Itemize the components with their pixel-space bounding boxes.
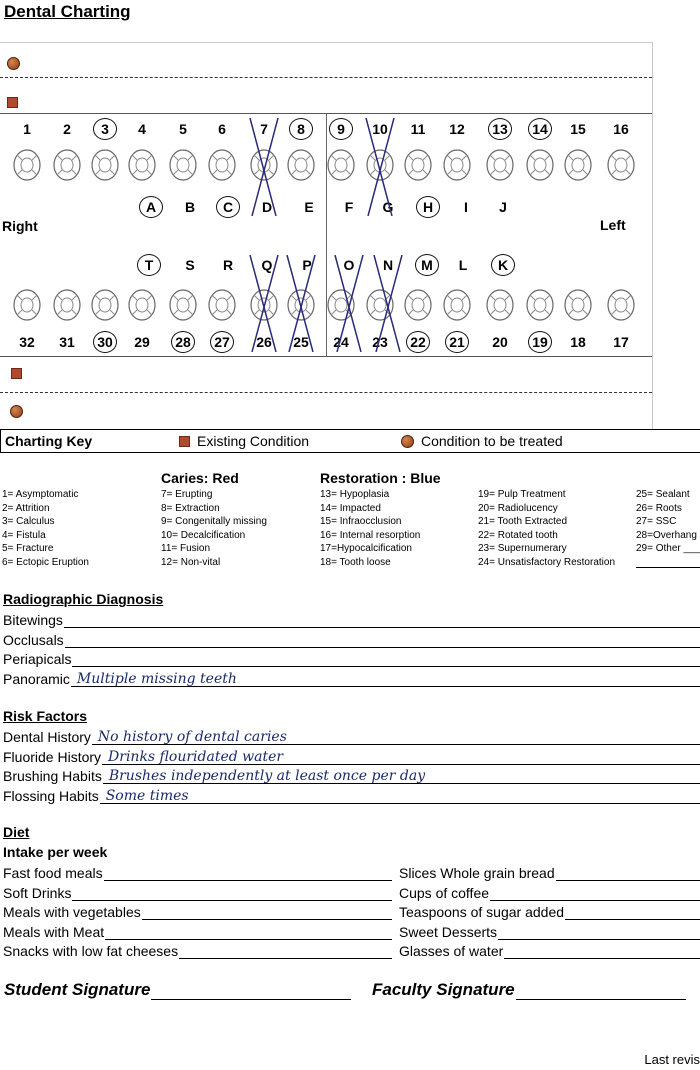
tooth-number-12: 12 [449, 121, 465, 137]
radiographic-row [3, 630, 700, 648]
diet-row-label: Sweet Desserts [399, 923, 498, 940]
cross-mark [244, 118, 284, 216]
legend-entry: 25= Sealant [636, 489, 690, 500]
restoration-heading: Restoration : Blue [320, 470, 441, 486]
tooth-number-31: 31 [59, 334, 75, 350]
existing-condition-label: Existing Condition [197, 433, 310, 449]
cross-mark [368, 255, 408, 352]
legend-entry: 2= Attrition [2, 502, 50, 514]
diet-row-label: Slices Whole grain bread [399, 865, 555, 881]
tooth-number-24: 24 [333, 334, 349, 350]
diet-row [3, 941, 392, 959]
tooth-letter-g: G [382, 199, 394, 215]
circle-mark [139, 196, 163, 218]
diet-row-label: Meals with Meat [3, 923, 105, 940]
tooth-number-25: 25 [293, 334, 309, 350]
tooth-number-27: 27 [214, 334, 230, 350]
risk-row-input[interactable] [102, 750, 700, 765]
cross-mark [360, 118, 400, 216]
tooth-letter-s: S [185, 257, 195, 273]
tooth-number-2: 2 [63, 121, 71, 137]
legend-entry: 9= Congenitally missing [161, 516, 267, 528]
radiographic-row-input[interactable] [64, 613, 700, 628]
risk-row [3, 727, 700, 745]
diet-row-input[interactable] [565, 905, 700, 920]
legend-entry: 8= Extraction [161, 502, 220, 514]
tooth-letter-f: F [344, 199, 354, 215]
legend-entry: 4= Fistula [2, 529, 46, 541]
risk-row [3, 786, 700, 804]
diet-row [399, 883, 700, 901]
radiographic-row-label: Bitewings [3, 612, 63, 628]
faculty-signature-field[interactable] [372, 980, 686, 1000]
diet-heading: Diet [3, 824, 30, 840]
radiographic-row-value: Multiple missing teeth [76, 670, 237, 687]
tooth-diagram-icon [606, 288, 636, 322]
tooth-letter-i: I [464, 199, 468, 215]
tooth-letter-r: R [222, 257, 234, 273]
circle-mark [210, 331, 234, 353]
legend-entry: 15= Infraocclusion [320, 516, 402, 528]
tooth-number-16: 16 [613, 121, 629, 137]
tooth-number-5: 5 [179, 121, 187, 137]
tooth-diagram-icon [286, 148, 316, 182]
radiographic-row-input[interactable] [65, 633, 700, 648]
radiographic-row-input[interactable] [71, 672, 700, 687]
legend-entry: 18= Tooth loose [320, 556, 391, 568]
diet-row-input[interactable] [556, 866, 700, 881]
tooth-diagram-icon [168, 288, 198, 322]
page-title: Dental Charting [4, 2, 131, 21]
caries-heading: Caries: Red [161, 470, 239, 486]
existing-condition-icon [179, 436, 190, 447]
diet-row-input[interactable] [105, 925, 392, 940]
tooth-diagram-icon [563, 148, 593, 182]
legend-other-line [636, 567, 700, 568]
legend-column-5 [636, 488, 700, 556]
legend-entry: 17=Hypocalcification [320, 543, 412, 555]
tooth-number-32: 32 [19, 334, 35, 350]
circle-mark [93, 118, 117, 140]
circle-mark [171, 331, 195, 353]
tooth-letter-h: H [422, 199, 434, 215]
diet-row-label: Soft Drinks [3, 884, 72, 901]
tooth-diagram-icon [52, 148, 82, 182]
tooth-number-26: 26 [256, 334, 272, 350]
diet-row [399, 863, 700, 881]
legend-entry: 13= Hypoplasia [320, 489, 390, 500]
circle-mark [329, 118, 353, 140]
footer-revision-note: Last revis [644, 1052, 700, 1067]
tooth-diagram-icon [52, 288, 82, 322]
tooth-letter-j: J [499, 199, 507, 215]
circle-mark [491, 254, 515, 276]
diet-row [399, 902, 700, 920]
tooth-number-3: 3 [101, 121, 109, 137]
tooth-number-14: 14 [532, 121, 548, 137]
tooth-letter-e: E [304, 199, 314, 215]
tooth-diagram-icon [563, 288, 593, 322]
tooth-diagram-icon [207, 148, 237, 182]
tooth-number-1: 1 [23, 121, 31, 137]
diet-row-label: Teaspoons of sugar added [399, 904, 565, 920]
student-signature-label: Student Signature [4, 980, 151, 999]
diet-row [3, 922, 392, 940]
tooth-number-13: 13 [492, 121, 508, 137]
existing-condition-marker-icon [7, 97, 18, 108]
legend-entry: 7= Erupting [161, 489, 213, 500]
circle-mark [137, 254, 161, 276]
radiographic-row [3, 649, 700, 667]
tooth-number-10: 10 [372, 121, 388, 137]
legend-entry: 26= Roots [636, 502, 682, 514]
legend-column-1 [2, 488, 89, 570]
legend-column-4 [478, 488, 615, 570]
diet-row-input[interactable] [504, 944, 700, 959]
tooth-diagram-icon [12, 148, 42, 182]
tooth-letter-m: M [421, 257, 433, 273]
risk-row [3, 747, 700, 765]
risk-row-value: Drinks flouridated water [108, 748, 284, 765]
condition-to-treat-icon [401, 435, 414, 448]
tooth-number-22: 22 [410, 334, 426, 350]
legend-entry: 6= Ectopic Eruption [2, 556, 89, 568]
legend-entry: 1= Asymptomatic [2, 489, 79, 500]
radiographic-row-input[interactable] [72, 652, 700, 667]
charting-key-title: Charting Key [5, 433, 93, 449]
legend-entry: 21= Tooth Extracted [478, 516, 568, 528]
diet-row [399, 922, 700, 940]
risk-row [3, 766, 700, 784]
dashed-divider [0, 77, 652, 78]
legend-entry: 12= Non-vital [161, 556, 221, 568]
tooth-diagram-icon [90, 148, 120, 182]
radiographic-row [3, 669, 700, 687]
tooth-diagram-icon [442, 288, 472, 322]
circle-mark [406, 331, 430, 353]
diet-row [399, 941, 700, 959]
circle-mark [289, 118, 313, 140]
right-side-label: Right [2, 218, 38, 234]
diet-row-label: Fast food meals [3, 865, 103, 881]
student-signature-field[interactable] [4, 980, 351, 1000]
diet-row-input[interactable] [104, 866, 392, 881]
student-signature-line[interactable] [151, 983, 351, 1000]
legend-column-2 [161, 488, 267, 570]
tooth-number-21: 21 [449, 334, 465, 350]
risk-row-input[interactable] [100, 789, 700, 804]
lower-divider [0, 356, 652, 357]
diet-subheading: Intake per week [3, 844, 108, 860]
tooth-number-30: 30 [97, 334, 113, 350]
tooth-letter-p: P [302, 257, 312, 273]
legend-entry: 27= SSC [636, 516, 677, 528]
legend-entry: 23= Supernumerary [478, 543, 567, 555]
diet-row-label: Glasses of water [399, 943, 504, 959]
legend-entry: 20= Radiolucency [478, 502, 558, 514]
tooth-diagram-icon [606, 148, 636, 182]
tooth-number-19: 19 [532, 334, 548, 350]
legend-entry: 16= Internal resorption [320, 529, 421, 541]
diet-row-input[interactable] [490, 886, 700, 901]
tooth-number-18: 18 [570, 334, 586, 350]
tooth-number-20: 20 [492, 334, 508, 350]
tooth-diagram-icon [207, 288, 237, 322]
circle-mark [488, 118, 512, 140]
tooth-number-28: 28 [175, 334, 191, 350]
tooth-letter-a: A [145, 199, 157, 215]
legend-entry: 10= Decalcification [161, 529, 246, 541]
tooth-number-23: 23 [372, 334, 388, 350]
tooth-number-17: 17 [613, 334, 629, 350]
legend-entry: 11= Fusion [161, 543, 211, 555]
charting-key [0, 429, 700, 453]
tooth-letter-b: B [184, 199, 196, 215]
tooth-letter-k: K [497, 257, 509, 273]
tooth-number-29: 29 [134, 334, 150, 350]
diet-row [3, 883, 392, 901]
diet-row-input[interactable] [179, 944, 392, 959]
tooth-diagram-icon [485, 148, 515, 182]
legend-entry: 19= Pulp Treatment [478, 489, 566, 500]
tooth-letter-c: C [222, 199, 234, 215]
faculty-signature-label: Faculty Signature [372, 980, 515, 999]
condition-to-treat-marker-icon [7, 57, 20, 70]
radiographic-row-label: Occlusals [3, 631, 64, 648]
circle-mark [415, 254, 439, 276]
tooth-diagram-icon [485, 288, 515, 322]
tooth-chart [0, 42, 653, 430]
tooth-letter-d: D [261, 199, 273, 215]
condition-to-treat-marker-icon [10, 405, 23, 418]
tooth-number-6: 6 [218, 121, 226, 137]
tooth-diagram-icon [12, 288, 42, 322]
diet-row-input[interactable] [142, 905, 392, 920]
circle-mark [528, 331, 552, 353]
tooth-number-8: 8 [297, 121, 305, 137]
dashed-divider [0, 392, 652, 393]
tooth-number-15: 15 [570, 121, 586, 137]
diet-row [3, 863, 392, 881]
tooth-diagram-icon [326, 148, 356, 182]
circle-mark [528, 118, 552, 140]
diet-row-label: Cups of coffee [399, 884, 490, 901]
legend-entry: 3= Calculus [2, 516, 55, 528]
legend-column-3 [320, 488, 420, 570]
tooth-letter-n: N [382, 257, 394, 273]
risk-row-label: Flossing Habits [3, 787, 99, 804]
diet-row [3, 902, 392, 920]
tooth-diagram-icon [127, 148, 157, 182]
circle-mark [416, 196, 440, 218]
circle-mark [445, 331, 469, 353]
radiographic-row [3, 610, 700, 628]
circle-mark [93, 331, 117, 353]
legend-entry: 14= Impacted [320, 502, 381, 514]
tooth-number-4: 4 [138, 121, 146, 137]
legend-entry: 28=Overhang [636, 529, 697, 541]
tooth-letter-q: Q [261, 257, 273, 273]
legend-entry: 22= Rotated tooth [478, 529, 558, 541]
risk-row-label: Fluoride History [3, 748, 102, 765]
legend-entry: 24= Unsatisfactory Restoration [478, 556, 616, 568]
radiographic-row-label: Periapicals [3, 651, 72, 667]
faculty-signature-line[interactable] [516, 983, 686, 1000]
tooth-letter-l: L [458, 257, 468, 273]
risk-row-label: Brushing Habits [3, 768, 102, 784]
tooth-diagram-icon [127, 288, 157, 322]
risk-row-input[interactable] [103, 769, 700, 784]
diet-row-input[interactable] [72, 886, 392, 901]
cross-mark [281, 255, 321, 352]
cross-mark [329, 255, 369, 352]
diet-row-label: Snacks with low fat cheeses [3, 943, 179, 959]
radiographic-row-label: Panoramic [3, 670, 70, 687]
tooth-letter-t: T [144, 257, 154, 273]
risk-row-input[interactable] [92, 730, 700, 745]
tooth-diagram-icon [90, 288, 120, 322]
risk-factors-heading: Risk Factors [3, 708, 88, 724]
risk-row-value: Some times [105, 787, 189, 804]
tooth-diagram-icon [442, 148, 472, 182]
tooth-diagram-icon [525, 148, 555, 182]
tooth-number-11: 11 [410, 121, 426, 137]
circle-mark [216, 196, 240, 218]
tooth-number-9: 9 [337, 121, 345, 137]
left-side-label: Left [600, 217, 626, 233]
risk-row-value: No history of dental caries [97, 729, 287, 745]
tooth-diagram-icon [525, 288, 555, 322]
tooth-number-7: 7 [260, 121, 268, 137]
legend-entry: 5= Fracture [2, 543, 54, 555]
risk-row-label: Dental History [3, 729, 91, 745]
risk-row-value: Brushes independently at least once per day [108, 768, 426, 784]
legend-entry: 29= Other ___ [636, 543, 700, 555]
condition-to-treat-label: Condition to be treated [421, 433, 563, 449]
tooth-diagram-icon [168, 148, 198, 182]
existing-condition-marker-icon [11, 368, 22, 379]
diet-row-input[interactable] [498, 925, 700, 940]
cross-mark [244, 255, 284, 352]
diet-row-label: Meals with vegetables [3, 904, 141, 920]
radiographic-heading: Radiographic Diagnosis [3, 591, 164, 607]
tooth-letter-o: O [343, 257, 355, 273]
tooth-diagram-icon [403, 148, 433, 182]
